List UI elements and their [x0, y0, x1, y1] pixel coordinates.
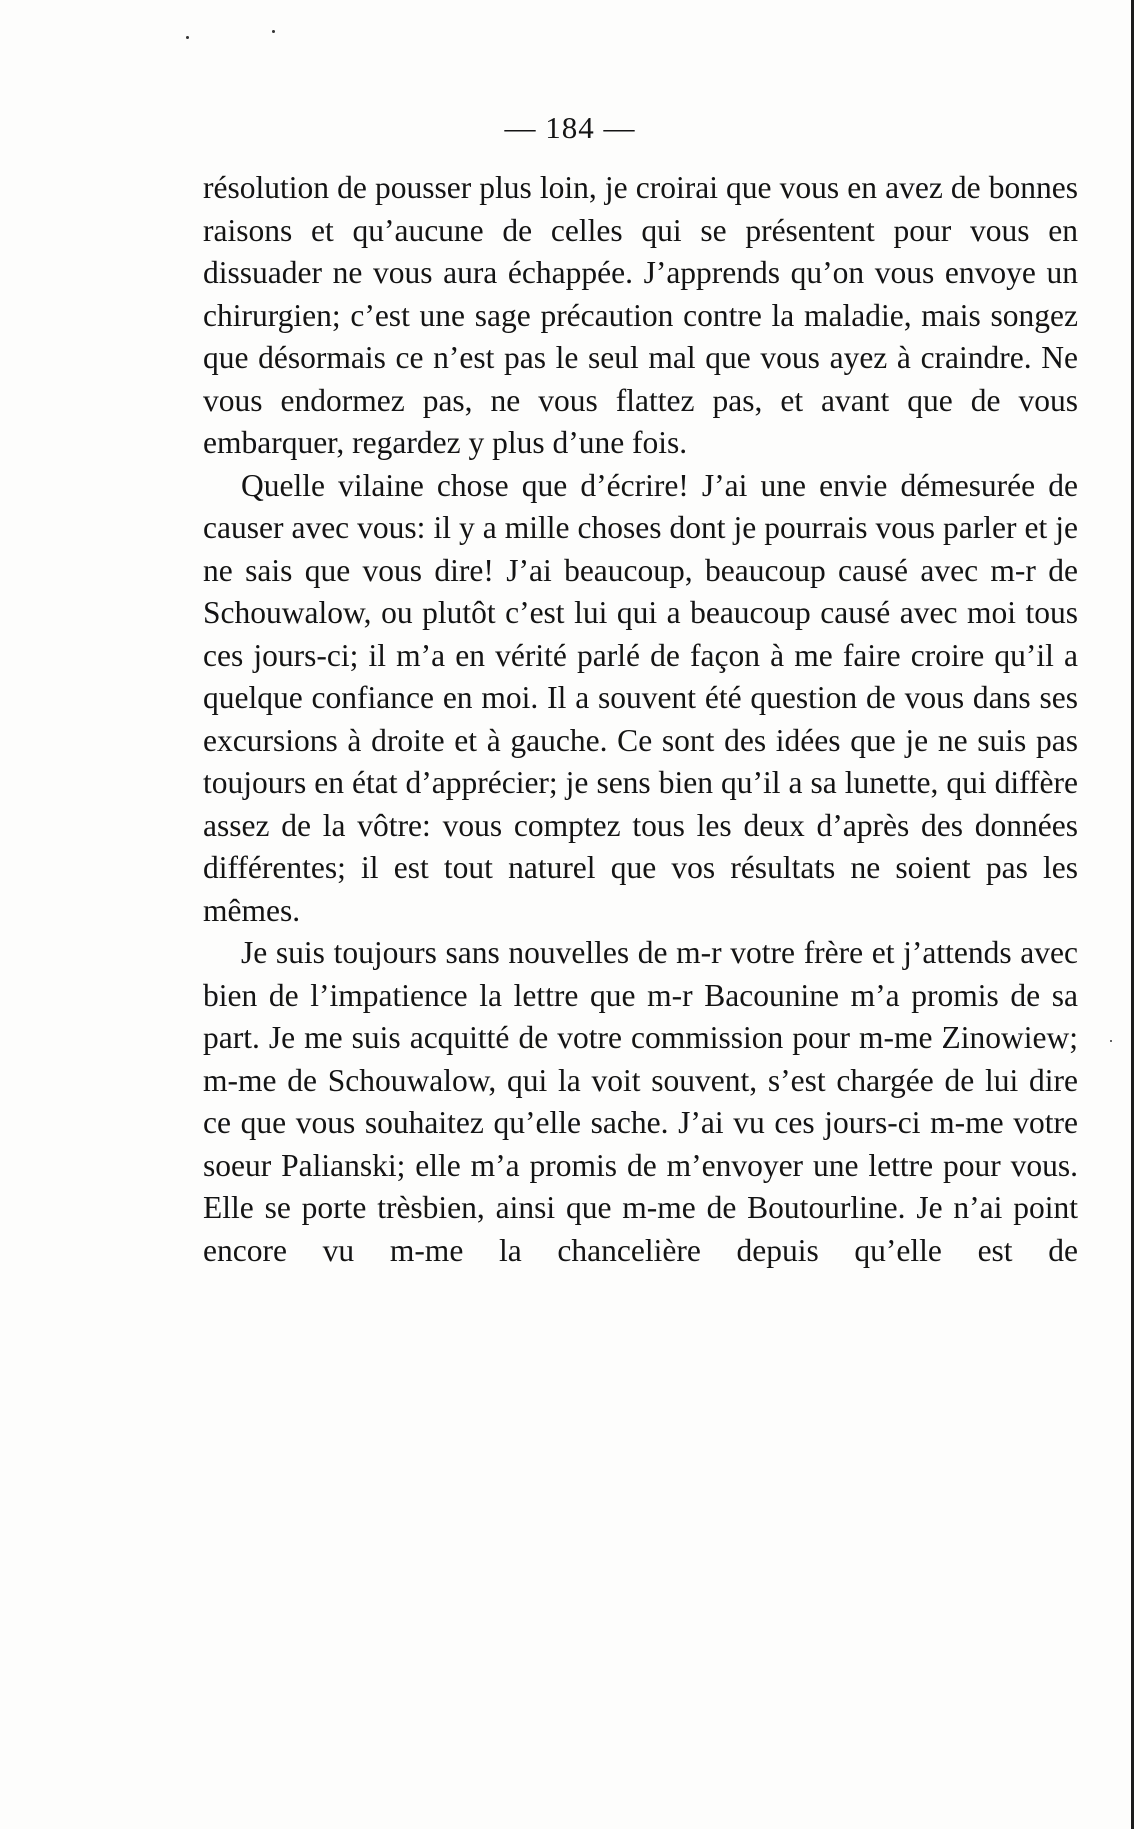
paragraph-2: Quelle vilaine chose que d’écrire! J’ai une envie démesurée de causer avec vous: il y a mille choses dont je pourrais vous parler et je ne sais que vous dire! J’ai beaucoup, beaucoup causé avec m-r de Schouwalow, ou plutôt c’est lui qui a beaucoup causé avec moi tous ces jours-ci; il m’a en vérité parlé de façon à me faire croire qu’il a quelque confiance en moi. Il a souvent été question de vous dans ses excursions à droite et à gauche. Ce sont des idées que je ne suis pas toujours en état d’apprécier; je sens bien qu’il a sa lunette, qui diffère assez de la vôtre: vous comptez tous les deux d’après des données différentes; il est tout naturel que vos résultats ne soient pas les mêmes.	[203, 467, 1078, 928]
body-text	[203, 167, 1078, 1272]
scan-speck	[186, 36, 189, 39]
page-number: — 184 —	[504, 110, 636, 145]
page-edge-rule	[1131, 0, 1134, 1829]
paragraph-1: résolution de pousser plus loin, je croirai que vous en avez de bonnes raisons et qu’aucune de celles qui se présentent pour vous en dissuader ne vous aura échappée. J’apprends qu’on vous envoye un chirurgien; c’est une sage précaution contre la maladie, mais songez que désormais ce n’est pas le seul mal que vous ayez à craindre. Ne vous endormez pas, ne vous flattez pas, et avant que de vous embarquer, regardez y plus d’une fois.	[203, 170, 1078, 460]
paragraph-3: Je suis toujours sans nouvelles de m-r votre frère et j’attends avec bien de l’impatience la lettre que m-r Bacounine m’a promis de sa part. Je me suis acquitté de votre commission pour m-me Zinowiew; m-me de Schouwalow, qui la voit souvent, s’est chargée de lui dire ce que vous souhaitez qu’elle sache. J’ai vu ces jours-ci m-me votre soeur Palianski; elle m’a promis de m’envoyer une lettre pour vous. Elle se porte trèsbien, ainsi que m-me de Boutourline. Je n’ai point encore vu m-me la chancelière depuis qu’elle est de	[203, 935, 1078, 1268]
scan-speck	[272, 30, 275, 33]
scan-speck	[1110, 1040, 1112, 1042]
